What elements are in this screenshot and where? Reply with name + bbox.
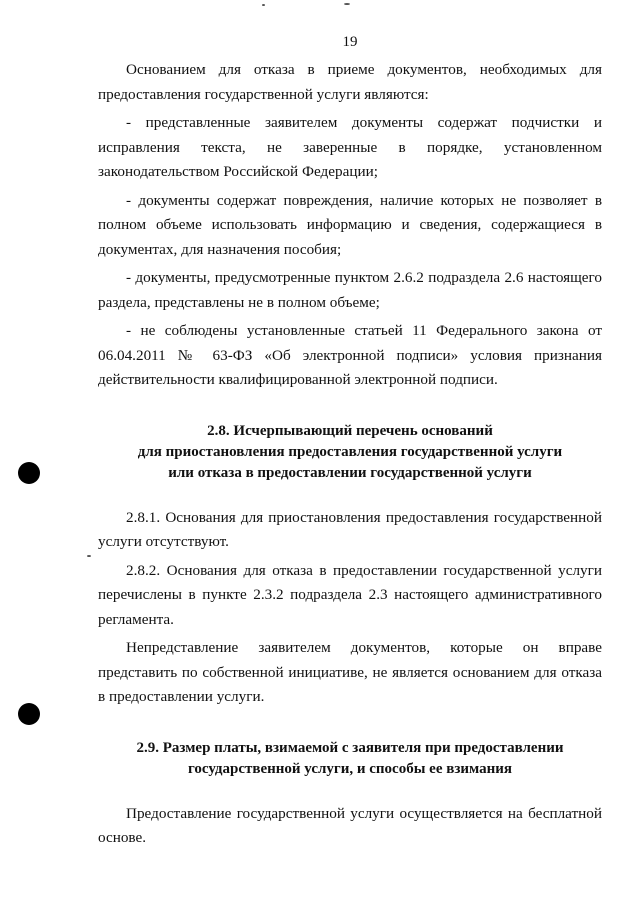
paragraph-refusal-grounds: Основанием для отказа в приеме документов, необходимых для предоставления государственной услуги являются:: [98, 61, 602, 103]
punch-hole: [18, 462, 40, 484]
heading-line: для приостановления предоставления государственной услуги: [137, 443, 563, 460]
paragraph-free-of-charge: Предоставление государственной услуги осуществляется на бесплатной основе.: [98, 804, 602, 846]
document-body: [98, 58, 602, 851]
punch-hole: [18, 703, 40, 725]
paragraph-non-submission: Непредставление заявителем документов, которые он вправе представить по собственной инициативе, не является основанием для отказа в предоставлении услуги.: [98, 639, 602, 705]
scan-speck: [87, 555, 91, 557]
heading-line: 2.8. Исчерпывающий перечень оснований: [207, 422, 493, 439]
scan-speck: [262, 4, 265, 6]
section-2-9-heading: [98, 738, 602, 780]
scan-speck: [344, 3, 350, 5]
paragraph-2-8-1: 2.8.1. Основания для приостановления предоставления государственной услуги отсутствуют.: [98, 508, 602, 550]
paragraph-2-8-2: 2.8.2. Основания для отказа в предоставлении государственной услуги перечислены в пункте 2.3.2 подраздела 2.3 настоящего административного регламента.: [98, 561, 602, 628]
paragraph-erasures: - представленные заявителем документы содержат подчистки и исправления текста, не заверенные в порядке, установленном законодательством Российской Федерации;: [98, 114, 602, 180]
paragraph-incomplete: - документы, предусмотренные пунктом 2.6.2 подраздела 2.6 настоящего раздела, представлены не в полном объеме;: [98, 269, 602, 311]
heading-line: государственной услуги, и способы ее взимания: [187, 760, 513, 777]
heading-line: 2.9. Размер платы, взимаемой с заявителя при предоставлении: [136, 739, 564, 756]
heading-line: или отказа в предоставлении государственной услуги: [168, 464, 532, 481]
paragraph-damage: - документы содержат повреждения, наличие которых не позволяет в полном объеме использовать информацию и сведения, содержащиеся в документах, для назначения пособия;: [98, 191, 602, 258]
page-number: 19: [342, 34, 358, 50]
section-2-8-heading: [98, 421, 602, 484]
paragraph-signature: - не соблюдены установленные статьей 11 Федерального закона от 06.04.2011 № 63-ФЗ «Об электронной подписи» условия признания действительности квалифицированной электронной подписи.: [98, 322, 602, 388]
